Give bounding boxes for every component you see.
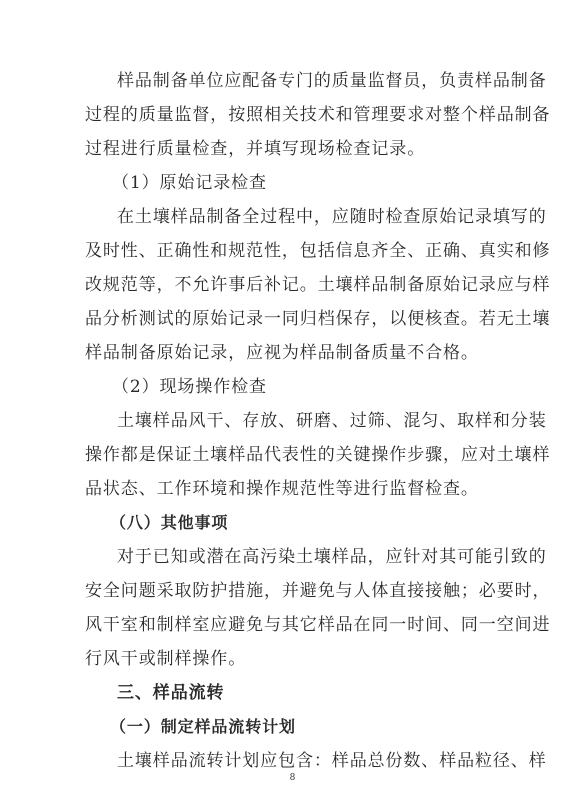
body-text-line: 安全问题采取防护措施，并避免与人体直接接触；必要时， bbox=[85, 581, 551, 601]
body-text-line: 风干室和制样室应避免与其它样品在同一时间、同一空间进 bbox=[85, 615, 551, 635]
section-heading: （八）其他事项 bbox=[110, 513, 229, 532]
body-text-line: 对于已知或潜在高污染土壤样品，应针对其可能引致的 bbox=[117, 547, 547, 567]
body-text-line: 品分析测试的原始记录一同归档保存，以便核查。若无土壤 bbox=[85, 309, 551, 329]
subsection-heading: （1）原始记录检查 bbox=[112, 173, 267, 193]
body-text-line: 样品制备单位应配备专门的质量监督员，负责样品制备 bbox=[117, 71, 547, 91]
body-text-line: 样品制备原始记录，应视为样品制备质量不合格。 bbox=[85, 343, 479, 363]
body-text-line: 土壤样品风干、存放、研磨、过筛、混匀、取样和分装 bbox=[117, 411, 547, 431]
body-text-line: 及时性、正确性和规范性，包括信息齐全、正确、真实和修 bbox=[85, 241, 551, 261]
body-text-line: 过程的质量监督，按照相关技术和管理要求对整个样品制备 bbox=[85, 105, 551, 125]
body-text-line: 操作都是保证土壤样品代表性的关键操作步骤，应对土壤样 bbox=[85, 445, 551, 465]
body-text-line: 土壤样品流转计划应包含：样品总份数、样品粒径、样 bbox=[117, 751, 547, 771]
subsection-heading: （2）现场操作检查 bbox=[112, 377, 267, 397]
page-number: 8 bbox=[289, 773, 296, 783]
body-text-line: 品状态、工作环境和操作规范性等进行监督检查。 bbox=[85, 479, 479, 499]
chapter-heading: 三、样品流转 bbox=[117, 683, 225, 703]
body-text-line: 改规范等，不允许事后补记。土壤样品制备原始记录应与样 bbox=[85, 275, 551, 295]
section-heading: （一）制定样品流转计划 bbox=[110, 717, 296, 736]
body-text-line: 过程进行质量检查，并填写现场检查记录。 bbox=[85, 139, 426, 159]
body-text-line: 在土壤样品制备全过程中，应随时检查原始记录填写的 bbox=[117, 207, 547, 227]
body-text-line: 行风干或制样操作。 bbox=[85, 649, 247, 669]
